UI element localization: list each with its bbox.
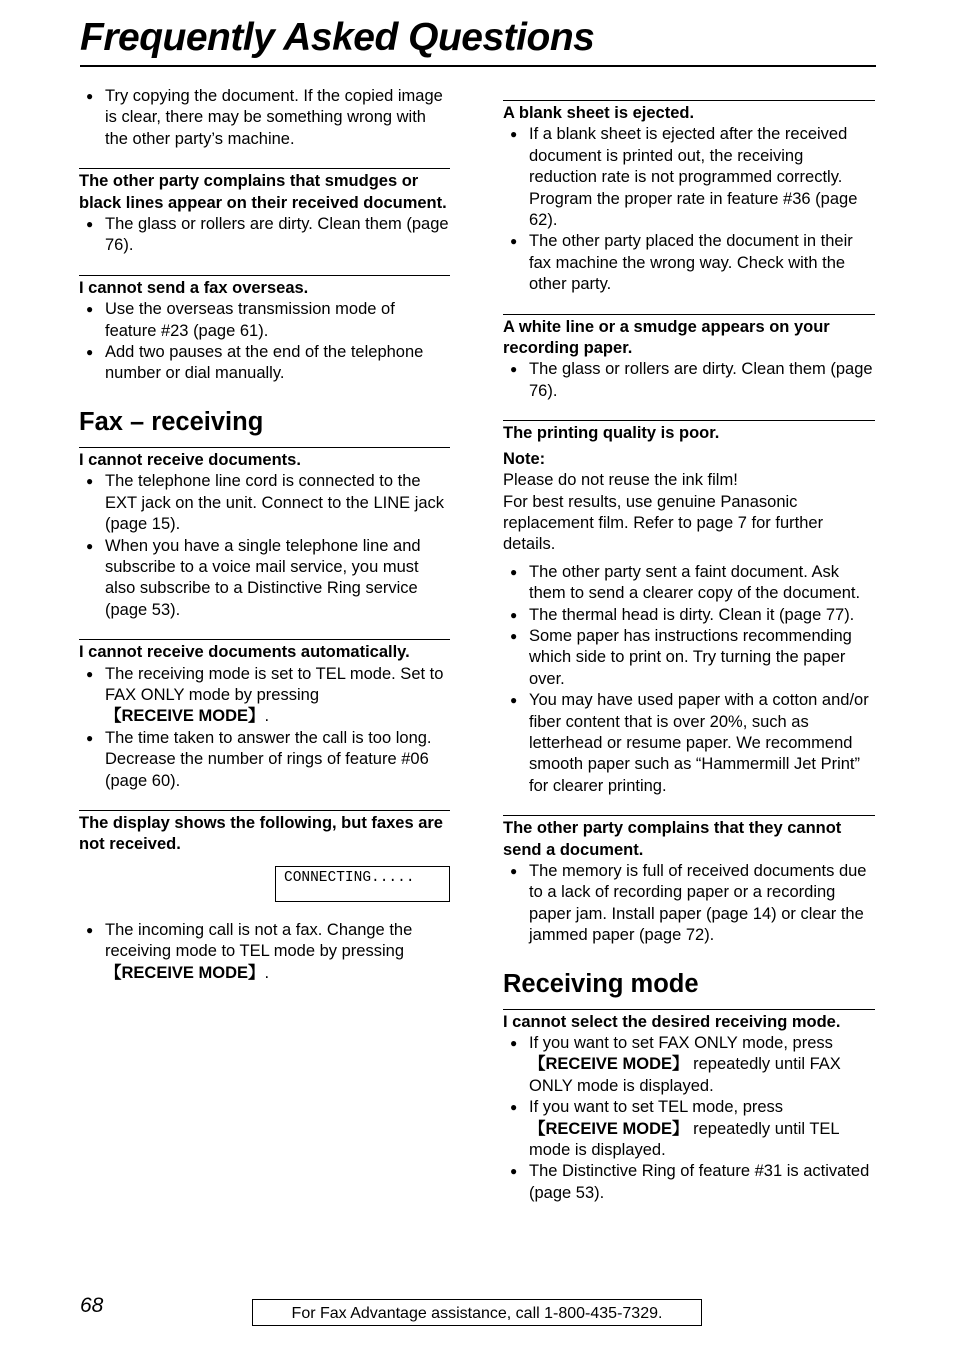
- receive-mode-button-label: 【RECEIVE MODE】: [105, 963, 265, 982]
- list-item: ● You may have used paper with a cotton and/or fiber content that is over 20%, such as letterhead or resume paper. We recommend smooth paper such as “Hammermill Jet Print” for clearer printing.: [503, 690, 875, 797]
- list-item: ● Try copying the document. If the copied image is clear, there may be something wrong with the other party’s machine.: [79, 86, 450, 150]
- receive-mode-button-label: 【RECEIVE MODE】: [529, 1119, 689, 1138]
- note-label: Note:: [503, 449, 546, 468]
- white-line-section: [503, 314, 875, 403]
- list-item: ● The memory is full of received documents due to a lack of recording paper or a recording paper jam. Install paper (page 14) or clear the jammed paper (page 72).: [503, 861, 875, 947]
- answer-list: [503, 562, 875, 797]
- list-item: ● Some paper has instructions recommending which side to print on. Try turning the paper over.: [503, 626, 875, 690]
- question: I cannot receive documents automatically.: [79, 643, 410, 662]
- list-item: ● The other party sent a faint document. Ask them to send a clearer copy of the document.: [503, 562, 875, 605]
- list-item: ● If a blank sheet is ejected after the received document is printed out, the receiving reduction rate is not programmed correctly. Program the proper rate in feature #36 (page 62).: [503, 124, 875, 231]
- section-heading-fax-receiving: Fax – receiving: [79, 407, 264, 436]
- list-item: ● When you have a single telephone line and subscribe to a voice mail service, you must also subscribe to a Distinctive Ring service (page 53).: [79, 536, 450, 622]
- receive-mode-button-label: 【RECEIVE MODE】: [105, 707, 265, 726]
- intro-list: [79, 86, 450, 150]
- question: A white line or a smudge appears on your recording paper.: [503, 317, 830, 358]
- blank-sheet-section: [503, 100, 875, 296]
- right-column: [503, 86, 875, 1204]
- printing-quality-section: [503, 420, 875, 797]
- answer-list: [79, 299, 450, 385]
- note-line: Please do not reuse the ink film!: [503, 471, 738, 490]
- list-item: [79, 664, 450, 728]
- question: The display shows the following, but faxes are not received.: [79, 813, 443, 854]
- question: The other party complains that they cannot send a document.: [503, 819, 842, 859]
- question: The printing quality is poor.: [503, 424, 720, 443]
- note-line: For best results, use genuine Panasonic replacement film. Refer to page 7 for further details.: [503, 492, 824, 554]
- item-text: The incoming call is not a fax. Change the receiving mode to TEL mode by pressing: [105, 920, 413, 961]
- footer-assistance: For Fax Advantage assistance, call 1-800-435-7329.: [252, 1299, 702, 1326]
- item-text: If you want to set TEL mode, press: [529, 1098, 784, 1117]
- list-item: ● The Distinctive Ring of feature #31 is activated (page 53).: [503, 1161, 875, 1204]
- left-column: [79, 86, 450, 984]
- question: The other party complains that smudges or black lines appear on their received document.: [79, 172, 447, 212]
- answer-list: [79, 920, 450, 984]
- answer-list: [503, 359, 875, 402]
- receive-mode-button-label: 【RECEIVE MODE】: [529, 1055, 689, 1074]
- item-end: .: [264, 707, 270, 726]
- list-item: [503, 1097, 875, 1161]
- item-text: repeatedly until FAX ONLY mode is displayed.: [529, 1055, 841, 1095]
- item-text: The receiving mode is set to TEL mode. Set to FAX ONLY mode by pressing: [105, 664, 444, 704]
- item-end: .: [264, 963, 270, 982]
- answer-list: [79, 471, 450, 621]
- answer-list: [503, 861, 875, 947]
- list-item: ● Use the overseas transmission mode of feature #23 (page 61).: [79, 299, 450, 342]
- item-text: If you want to set FAX ONLY mode, press: [529, 1034, 833, 1053]
- question: I cannot send a fax overseas.: [79, 278, 309, 297]
- list-item: ● The thermal head is dirty. Clean it (page 77).: [503, 605, 875, 626]
- item-text: repeatedly until TEL mode is displayed.: [529, 1119, 839, 1160]
- answer-list: [79, 214, 450, 257]
- display-section: [79, 810, 450, 984]
- answer-list: [503, 1033, 875, 1204]
- page-title: Frequently Asked Questions: [80, 16, 595, 59]
- list-item: ● Add two pauses at the end of the telephone number or dial manually.: [79, 342, 450, 385]
- overseas-section: [79, 275, 450, 385]
- answer-list: [79, 664, 450, 792]
- auto-receive-section: [79, 639, 450, 792]
- question: A blank sheet is ejected.: [503, 104, 695, 122]
- lcd-display-wrapper: [79, 866, 450, 906]
- cannot-send-section: [503, 815, 875, 946]
- smudges-section: [79, 168, 450, 257]
- answer-list: [503, 124, 875, 295]
- list-item: ● The other party placed the document in their fax machine the wrong way. Check with the other party.: [503, 231, 875, 295]
- list-item: ● The telephone line cord is connected to the EXT jack on the unit. Connect to the LINE jack (page 15).: [79, 471, 450, 535]
- list-item: ● The glass or rollers are dirty. Clean them (page 76).: [79, 214, 450, 257]
- section-heading-receiving-mode: Receiving mode: [503, 969, 699, 998]
- question: I cannot select the desired receiving mode.: [503, 1012, 841, 1031]
- question: I cannot receive documents.: [79, 450, 301, 469]
- lcd-display: CONNECTING.....: [275, 866, 450, 902]
- list-item: [79, 920, 450, 984]
- intro-section: [79, 86, 450, 150]
- cannot-receive-section: [79, 447, 450, 621]
- list-item: ● The time taken to answer the call is too long. Decrease the number of rings of feature #06 (page 60).: [79, 728, 450, 792]
- list-item: [503, 1033, 875, 1097]
- page-number: 68: [80, 1294, 104, 1317]
- list-item: ● The glass or rollers are dirty. Clean them (page 76).: [503, 359, 875, 402]
- note: [503, 449, 875, 556]
- select-mode-section: [503, 1009, 875, 1205]
- title-rule: [80, 65, 876, 67]
